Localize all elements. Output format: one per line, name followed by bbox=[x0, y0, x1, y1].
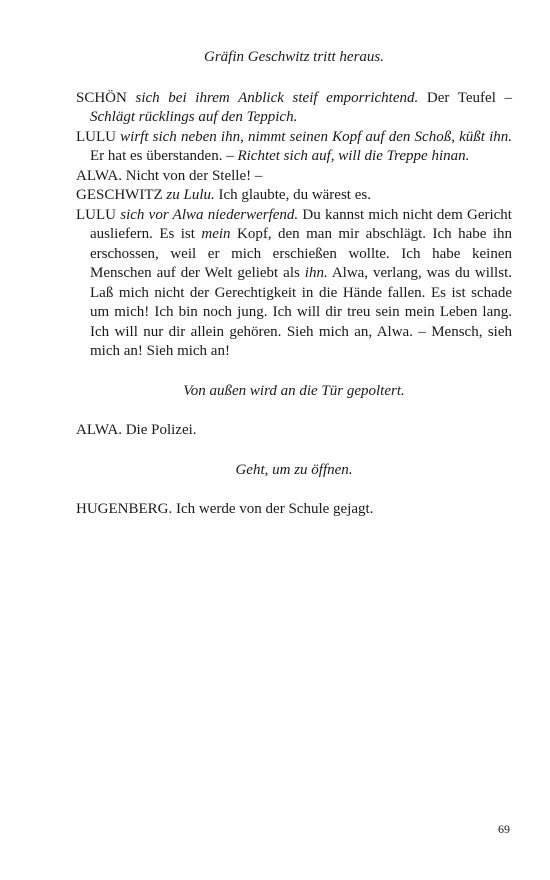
dialogue-text: Ich werde von der Schule gejagt. bbox=[172, 501, 374, 517]
page-number: 69 bbox=[498, 822, 510, 836]
dialogue-text: Ich glaubte, du wärest es. bbox=[214, 187, 371, 203]
stage-note: Schlägt rücklings auf den Teppich. bbox=[90, 109, 298, 125]
stage-note: Richtet sich auf, will die Treppe hinan. bbox=[237, 148, 470, 164]
emphasis: ihn. bbox=[304, 265, 328, 281]
stage-direction: Gräfin Geschwitz tritt heraus. bbox=[203, 49, 384, 65]
stage-note: zu Lulu. bbox=[166, 187, 215, 203]
speech-alwa bbox=[76, 167, 512, 187]
page-body bbox=[76, 48, 512, 520]
speaker-name: HUGENBERG. bbox=[76, 501, 173, 517]
dialogue-text: Die Polizei. bbox=[121, 422, 197, 438]
speaker-name: ALWA. bbox=[76, 167, 122, 184]
speaker-name: LULU bbox=[76, 128, 121, 145]
speaker-name: LULU bbox=[76, 206, 121, 223]
dialogue-text: Alwa, verlang, was du willst. Laß mich nicht der Gerechtigkeit in die Hände fallen. Es ist schade um mich! Ich bin noch jung. Ich will dir treu sein mein Leben lang. Ich will nur dir allein gehören. Sieh mich an, Alwa. – Mensch, sieh mich an! Sieh mich an! bbox=[90, 265, 512, 359]
dialogue-text: Kopf, den man mir abschlägt. Ich habe ihn erschossen, weil er mich erschießen wollte. Ich habe keinen Menschen auf der Welt geliebt als bbox=[90, 226, 513, 281]
emphasis: mein bbox=[201, 226, 231, 242]
stage-note: sich bei ihrem Anblick steif emporrichtend. bbox=[135, 89, 419, 106]
speaker-name: SCHÖN bbox=[76, 89, 136, 106]
speech-geschwitz bbox=[76, 186, 512, 206]
speech-lulu bbox=[76, 128, 512, 167]
dialogue-text: Du kannst mich nicht dem Gericht ausliefern. Es ist bbox=[90, 206, 512, 242]
speaker-name: ALWA. bbox=[76, 422, 122, 438]
dialogue-text: Der Teufel – bbox=[418, 89, 513, 106]
dialogue-text: Er hat es überstanden. – bbox=[90, 148, 238, 164]
stage-direction: Von außen wird an die Tür gepoltert. bbox=[183, 382, 405, 399]
speech-schoen bbox=[76, 89, 512, 128]
speaker-name: GESCHWITZ bbox=[76, 187, 167, 203]
dialogue-text: Nicht von der Stelle! – bbox=[121, 167, 263, 184]
stage-direction: Geht, um zu öffnen. bbox=[235, 461, 353, 478]
stage-note: sich vor Alwa niederwerfend. bbox=[120, 206, 299, 223]
speech-lulu-plea bbox=[76, 206, 512, 362]
speech-hugenberg bbox=[76, 500, 512, 520]
stage-note: wirft sich neben ihn, nimmt seinen Kopf auf den Schoß, küßt ihn. bbox=[120, 128, 512, 145]
speech-alwa-police bbox=[76, 421, 512, 441]
